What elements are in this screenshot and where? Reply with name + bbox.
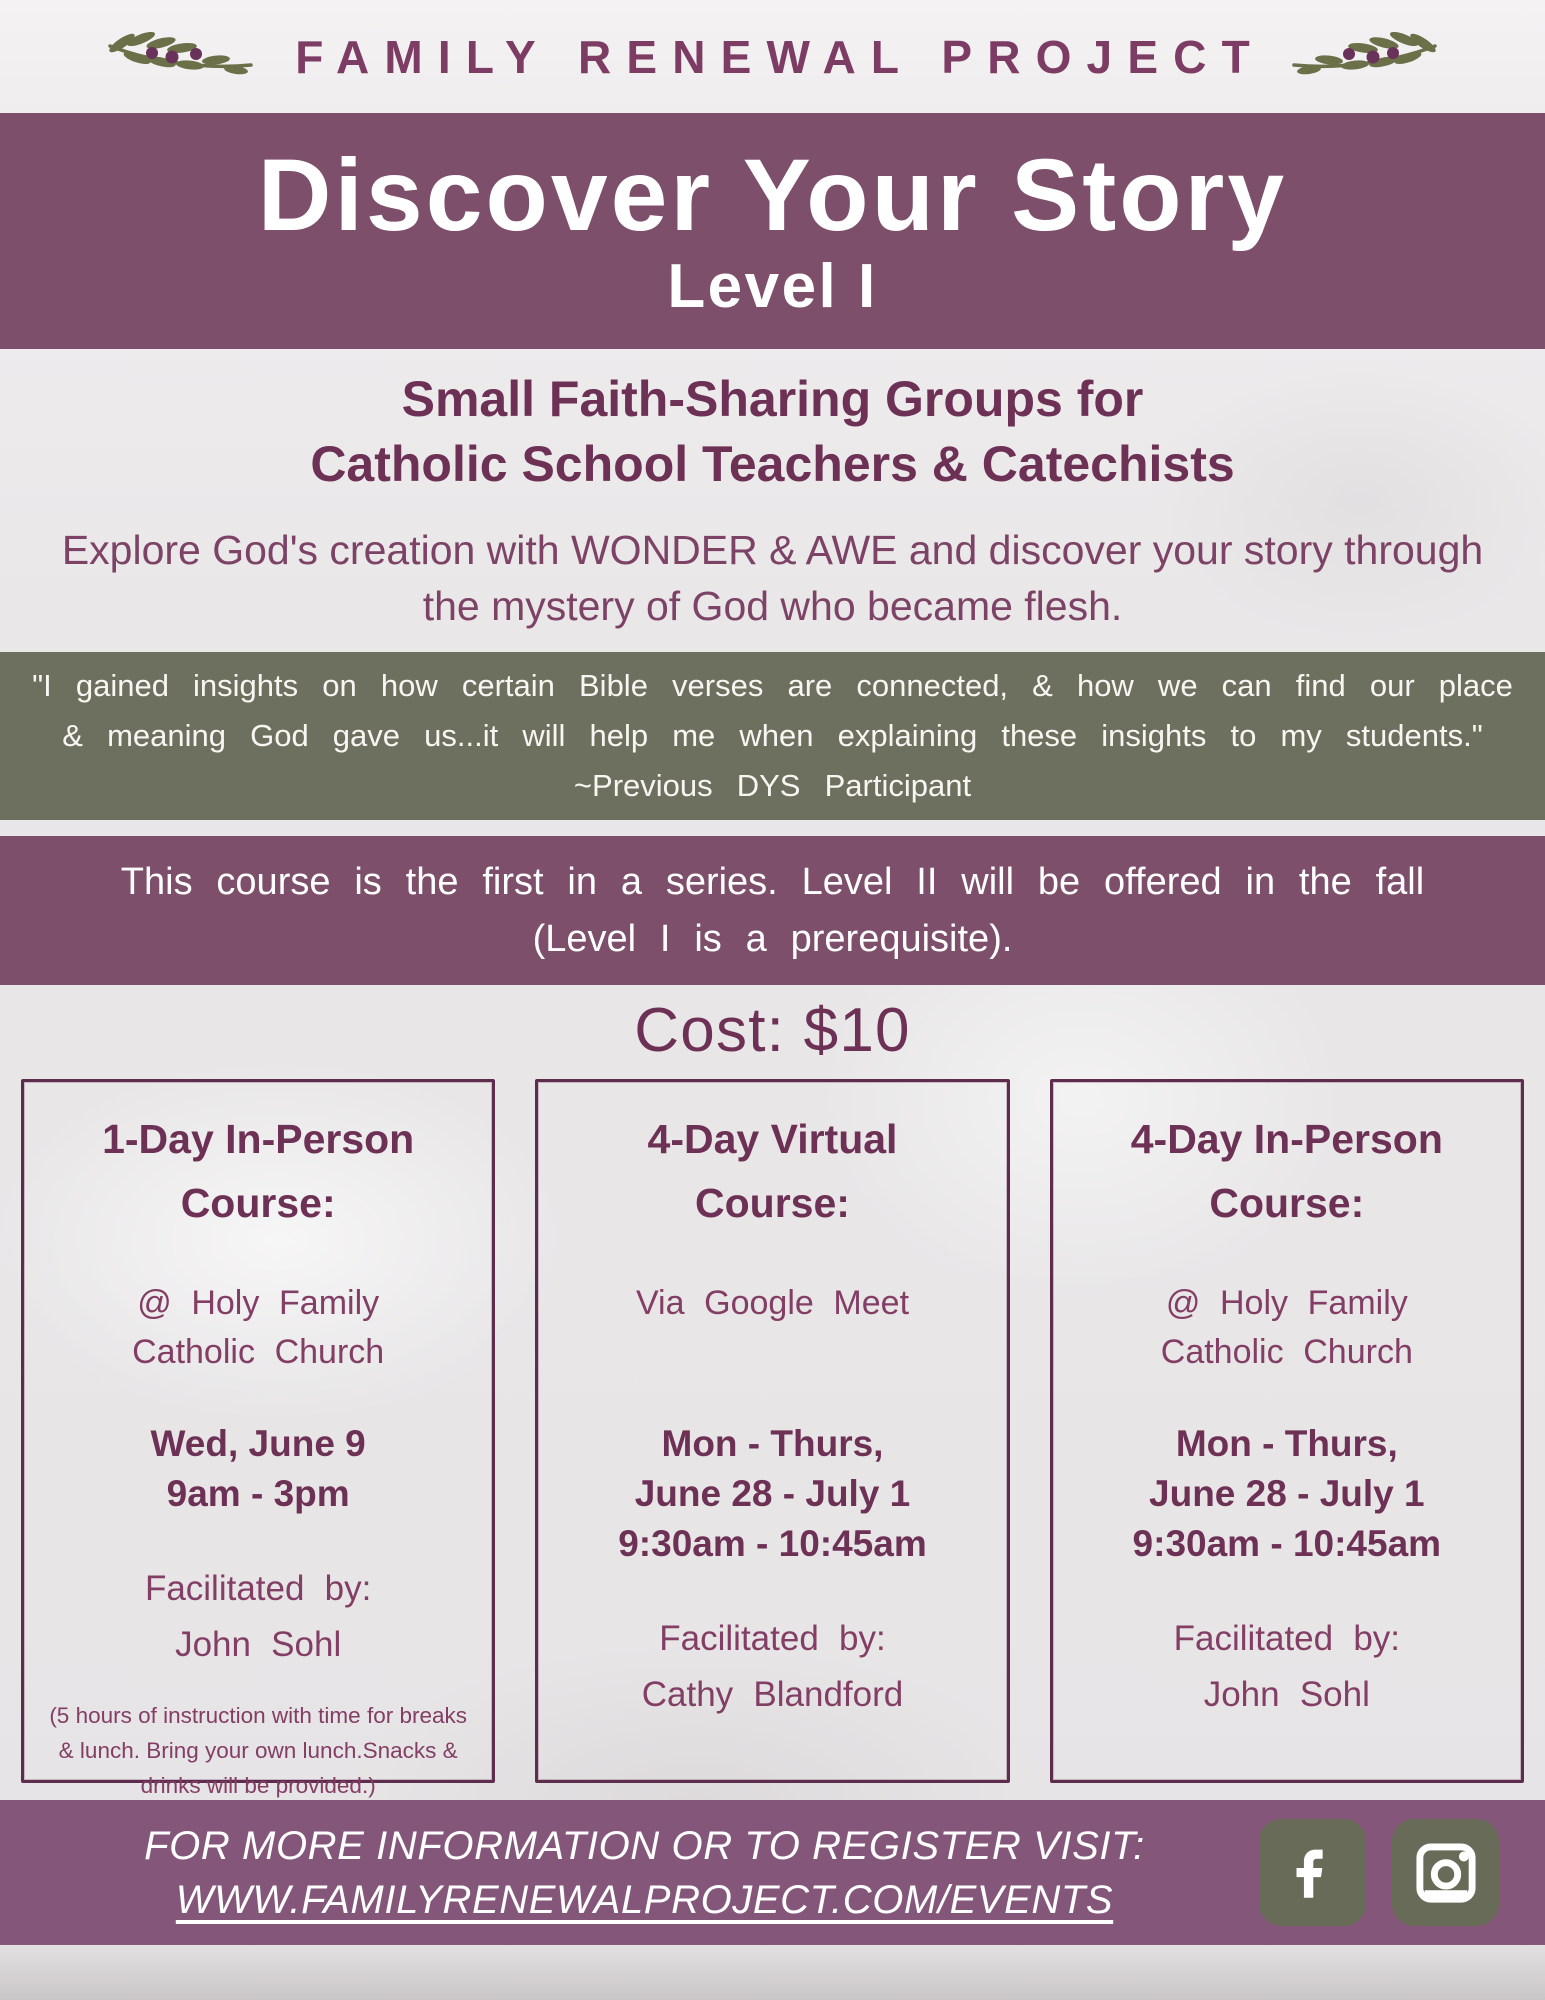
facilitator-label: Facilitated by: <box>1173 1618 1401 1658</box>
olive-branch-left-icon <box>104 30 254 84</box>
intro-heading <box>310 367 1234 497</box>
divider-gap <box>0 820 1545 836</box>
testimonial-band <box>0 652 1545 820</box>
course-options <box>0 1075 1545 1800</box>
brand-title: FAMILY RENEWAL PROJECT <box>295 30 1265 83</box>
schedule-line1: Wed, June 9 <box>150 1423 366 1465</box>
testimonial-quote: "I gained insights on how certain Bible verses are connected, & how we can find our place & meaning God gave us...it will help me when explaining these insights to my students." ~Previous DYS Participant <box>32 667 1513 804</box>
intro-heading-line1: Small Faith-Sharing Groups for <box>401 371 1144 428</box>
facilitator-name: Cathy Blandford <box>641 1674 904 1714</box>
schedule-line1: Mon - Thurs, <box>1175 1423 1398 1465</box>
schedule-line2: 9am - 3pm <box>166 1473 350 1515</box>
flyer-title: Discover Your Story <box>257 138 1288 252</box>
schedule-line3: 9:30am - 10:45am <box>618 1522 927 1564</box>
course-title <box>102 1108 414 1235</box>
course-location: @ Holy Family Catholic Church <box>132 1284 385 1372</box>
course-title-line1: 4-Day In-Person <box>1130 1116 1443 1162</box>
footer-cta <box>60 1819 1229 1927</box>
olive-branch-right-icon <box>1291 30 1441 84</box>
social-icons <box>1259 1819 1499 1926</box>
course-card-4day-inperson <box>1050 1079 1524 1783</box>
series-note-line1: This course is the first in a series. Level II will be offered in the fall <box>120 860 1425 903</box>
schedule-line2: June 28 - July 1 <box>1149 1473 1425 1515</box>
course-card-1day-inperson <box>21 1079 495 1798</box>
facilitator-label: Facilitated by: <box>144 1568 372 1608</box>
facilitator-name: John Sohl <box>175 1624 342 1664</box>
footer-band <box>0 1800 1545 1945</box>
course-title-line1: 1-Day In-Person <box>102 1116 415 1162</box>
course-location: @ Holy Family Catholic Church <box>1160 1284 1413 1372</box>
schedule-line1: Mon - Thurs, <box>661 1423 884 1465</box>
course-card-4day-virtual <box>535 1079 1009 1783</box>
cost-label: Cost: $10 <box>634 995 911 1065</box>
schedule-line2: June 28 - July 1 <box>634 1473 911 1515</box>
flyer-subtitle: Level I <box>667 252 878 321</box>
cost-row <box>0 985 1545 1075</box>
footer-cta-line1: FOR MORE INFORMATION OR TO REGISTER VISIT: <box>144 1823 1145 1868</box>
course-facilitator <box>145 1561 371 1673</box>
course-title-line2: Course: <box>1209 1179 1365 1226</box>
schedule-line3: 9:30am - 10:45am <box>1132 1522 1442 1564</box>
series-note-line2: (Level I is a prerequisite). <box>532 917 1013 960</box>
course-schedule <box>151 1419 366 1519</box>
course-title-line2: Course: <box>695 1179 850 1226</box>
footer-url-link[interactable]: WWW.FAMILYRENEWALPROJECT.COM/EVENTS <box>175 1877 1114 1922</box>
course-title-line1: 4-Day Virtual <box>647 1116 898 1162</box>
course-note: (5 hours of instruction with time for breaks & lunch. Bring your own lunch.Snacks & drinks will be provided.) <box>49 1702 467 1798</box>
series-note-band <box>0 836 1545 985</box>
facebook-icon[interactable] <box>1259 1819 1366 1926</box>
intro-section <box>0 349 1545 652</box>
instagram-icon[interactable] <box>1392 1819 1499 1926</box>
course-facilitator <box>642 1611 903 1723</box>
course-title <box>648 1108 898 1235</box>
facilitator-name: John Sohl <box>1203 1674 1370 1714</box>
intro-heading-line2: Catholic School Teachers & Catechists <box>310 436 1235 493</box>
course-schedule <box>618 1419 927 1569</box>
facilitator-label: Facilitated by: <box>659 1618 886 1658</box>
course-title <box>1131 1108 1443 1235</box>
course-location: Via Google Meet <box>635 1284 910 1323</box>
intro-description: Explore God's creation with WONDER & AWE and discover your story through the mystery of God who became flesh. <box>61 527 1484 629</box>
course-title-line2: Course: <box>180 1179 336 1226</box>
bottom-shadow-strip <box>0 1945 1545 2000</box>
hero-banner <box>0 113 1545 349</box>
brand-header <box>0 0 1545 113</box>
course-schedule <box>1133 1419 1442 1569</box>
course-facilitator <box>1174 1611 1400 1723</box>
